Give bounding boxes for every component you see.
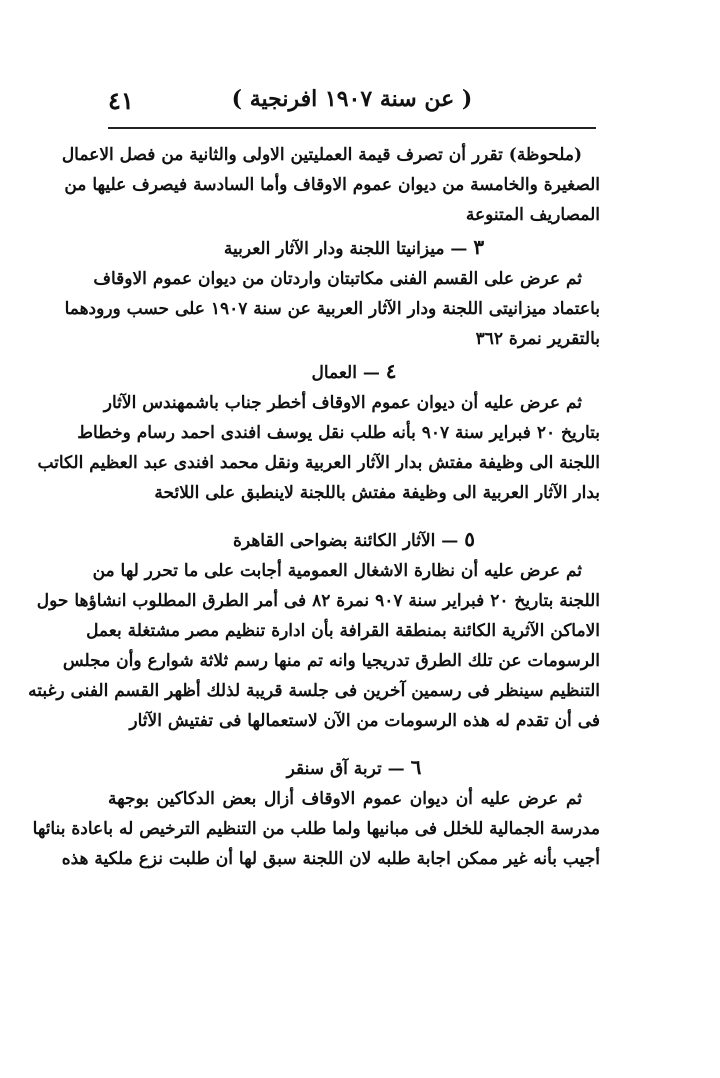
header-rule [108, 127, 596, 129]
section-title: — تربة آق سنقر [286, 759, 405, 779]
page-body [28, 140, 600, 874]
section-paragraph [64, 264, 600, 354]
text-line: التنظيم سينظر فى رسمين آخرين فى جلسة قريبة لذلك أظهر القسم الفنى رغبته [28, 681, 600, 701]
section-heading [108, 354, 600, 388]
spacer [108, 736, 600, 750]
section-title: — ميزانيتا اللجنة ودار الآثار العربية [223, 239, 468, 259]
text-line: بالتقرير نمرة ٣٦٢ [475, 329, 600, 349]
text-line: الرسومات عن تلك الطرق تدريجيا وانه تم منها رسم ثلاثة شوارع وأن مجلس [62, 651, 600, 671]
section-heading [108, 750, 600, 784]
text-line: الصغيرة والخامسة من ديوان عموم الاوقاف وأما السادسة فيصرف عليها من [64, 175, 600, 195]
text-line: ثم عرض عليه أن ديوان عموم الاوقاف أزال بعض الدكاكين بوجهة [108, 789, 582, 809]
note-paragraph [61, 140, 600, 230]
running-title: ( عن سنة ١٩٠٧ افرنجية ) [231, 86, 473, 112]
text-line: (ملحوظة) تقرر أن تصرف قيمة العمليتين الاولى والثانية من فصل الاعمال [61, 145, 582, 165]
text-line: اللجنة الى وظيفة مفتش بدار الآثار العربية ونقل محمد افندى عبد العظيم الكاتب [37, 453, 600, 473]
section-title: — الآثار الكائنة بضواحى القاهرة [233, 531, 459, 551]
section-number: ٥ [464, 527, 475, 551]
section-heading [108, 230, 600, 264]
section-paragraph [28, 556, 600, 736]
text-line: ثم عرض على القسم الفنى مكاتبتان واردتان من ديوان عموم الاوقاف [93, 269, 582, 289]
section-number: ٦ [410, 755, 422, 779]
section-heading [108, 522, 600, 556]
text-line: بدار الآثار العربية الى وظيفة مفتش باللجنة لاينطبق على اللائحة [154, 483, 600, 503]
text-line: مدرسة الجمالية للخلل فى مبانيها ولما طلب من التنظيم الترخيص له باعادة بنائها [32, 819, 600, 839]
text-line: ثم عرض عليه أن ديوان عموم الاوقاف أخطر جناب باشمهندس الآثار [103, 393, 582, 413]
text-line: فى أن تقدم له هذه الرسومات من الآن لاستعمالها فى تفتيش الآثار [129, 711, 600, 731]
section-paragraph [32, 784, 600, 874]
text-line: ثم عرض عليه أن نظارة الاشغال العمومية أجابت على ما تحرر لها من [92, 561, 582, 581]
text-line: باعتماد ميزانيتى اللجنة ودار الآثار العربية عن سنة ١٩٠٧ على حسب ورودهما [64, 299, 600, 319]
text-line: اللجنة بتاريخ ٢٠ فبراير سنة ٩٠٧ نمرة ٨٢ فى أمر الطرق المطلوب انشاؤها حول [36, 591, 600, 611]
section-number: ٣ [473, 235, 485, 259]
spacer [108, 508, 600, 522]
text-line: بتاريخ ٢٠ فبراير سنة ٩٠٧ بأنه طلب نقل يوسف افندى احمد رسام وخطاط [77, 423, 600, 443]
section-title: — العمال [311, 363, 380, 383]
text-line: الاماكن الآثرية الكائنة بمنطقة القرافة بأن ادارة تنظيم مصر مشتغلة بعمل [86, 621, 600, 641]
text-line: المصاريف المتنوعة [465, 205, 600, 225]
section-number: ٤ [385, 359, 397, 383]
text-line: أجيب بأنه غير ممكن اجابة طلبه لان اللجنة سبق لها أن طلبت نزع ملكية هذه [61, 849, 600, 869]
page-number: ٤١ [108, 86, 134, 115]
section-paragraph [37, 388, 600, 508]
page-header [108, 84, 596, 124]
